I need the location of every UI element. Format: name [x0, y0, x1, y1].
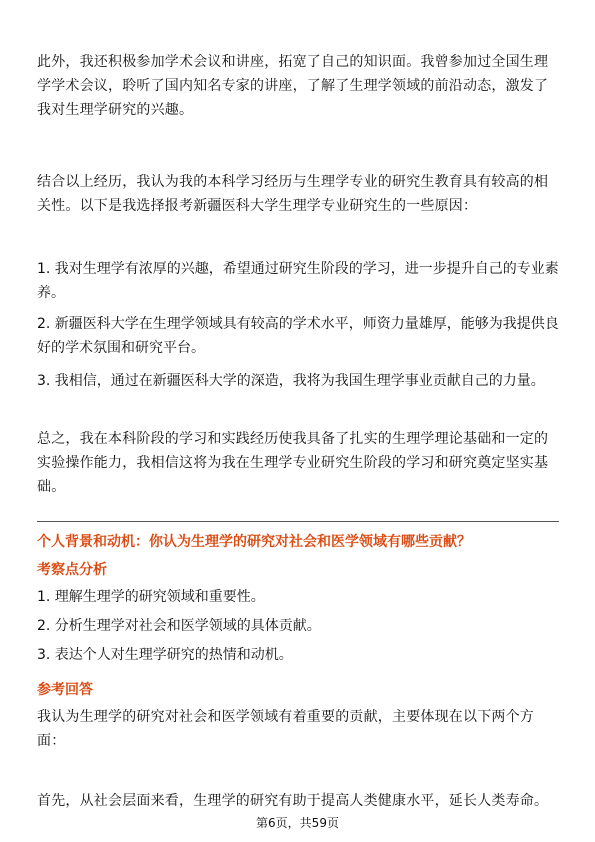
section-divider — [37, 521, 559, 522]
reason-item-2: 2. 新疆医科大学在生理学领域具有较高的学术水平，师资力量雄厚，能够为我提供良好的学术氛围和研究平台。 — [37, 316, 559, 356]
analysis-point-1: 1. 理解生理学的研究领域和重要性。 — [37, 589, 265, 605]
paragraph-conclusion: 总之，我在本科阶段的学习和实践经历使我具备了扎实的生理学理论基础和一定的实验操作能力，我相信这将为我在生理学专业研究生阶段的学习和研究奠定坚实基础。 — [37, 431, 549, 495]
paragraph-relevance: 结合以上经历，我认为我的本科学习经历与生理学专业的研究生教育具有较高的相关性。以下是我选择报考新疆医科大学生理学专业研究生的一些原因： — [37, 174, 549, 214]
answer-heading: 参考回答 — [37, 682, 93, 698]
answer-intro: 我认为生理学的研究对社会和医学领域有着重要的贡献，主要体现在以下两个方面： — [37, 709, 534, 749]
analysis-point-3: 3. 表达个人对生理学研究的热情和动机。 — [37, 647, 293, 663]
analysis-heading: 考察点分析 — [37, 562, 107, 578]
reason-item-3: 3. 我相信，通过在新疆医科大学的深造，我将为我国生理学事业贡献自己的力量。 — [37, 373, 545, 389]
analysis-point-2: 2. 分析生理学对社会和医学领域的具体贡献。 — [37, 618, 321, 634]
page-footer: 第6页，共59页 — [256, 816, 339, 830]
answer-first-point: 首先，从社会层面来看，生理学的研究有助于提高人类健康水平，延长人类寿命。 — [37, 793, 549, 809]
reason-item-1: 1. 我对生理学有浓厚的兴趣，希望通过研究生阶段的学习，进一步提升自己的专业素养。 — [37, 261, 559, 301]
question-heading: 个人背景和动机：你认为生理学的研究对社会和医学领域有哪些贡献？ — [37, 534, 471, 550]
paragraph-conferences: 此外，我还积极参加学术会议和讲座，拓宽了自己的知识面。我曾参加过全国生理学学术会议，聆听了国内知名专家的讲座，了解了生理学领域的前沿动态，激发了我对生理学研究的兴趣。 — [37, 54, 549, 118]
